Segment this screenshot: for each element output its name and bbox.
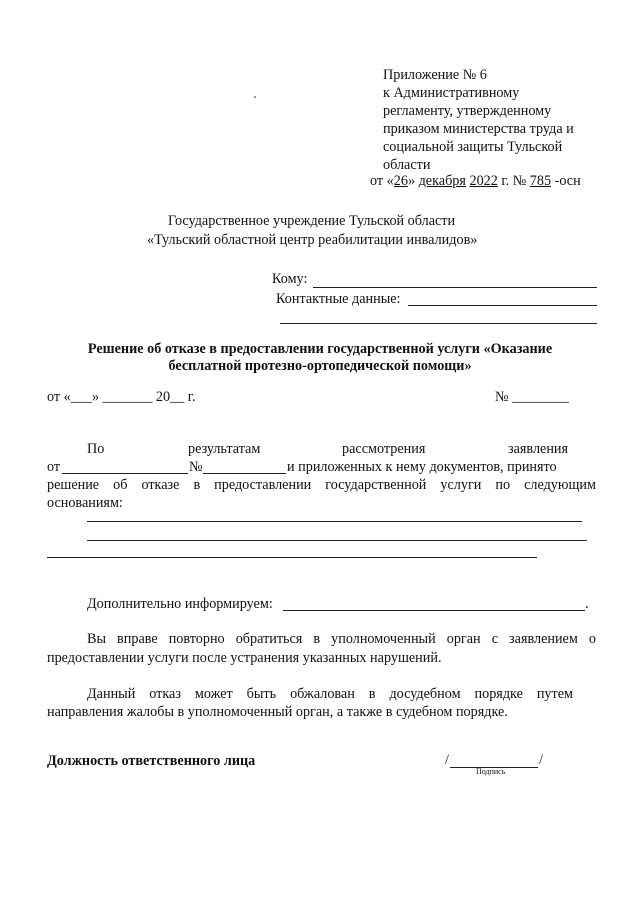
scan-speck — [254, 96, 256, 98]
org-name-line1: Государственное учреждение Тульской области — [168, 213, 456, 229]
extra-info-end: . — [585, 596, 589, 612]
date-prefix: от « — [370, 173, 394, 189]
application-number-field[interactable] — [203, 473, 286, 474]
p2-line2: предоставлении услуги после устранения указанных нарушений. — [47, 650, 442, 666]
p1-word: рассмотрения — [342, 441, 426, 457]
appendix-line: регламенту, утвержденному — [383, 103, 552, 119]
p1-number-label: № — [189, 459, 203, 475]
p1-from-label: от — [47, 459, 61, 475]
decision-title-line1: Решение об отказе в предоставлении государственной услуги «Оказание — [87, 341, 553, 357]
reason-line-1[interactable] — [87, 521, 582, 522]
p2-line1: Вы вправе повторно обратиться в уполномоченный орган с заявлением о — [87, 631, 596, 647]
p3-line2: направления жалобы в уполномоченный орган, а также в судебном порядке. — [47, 704, 508, 720]
date-mid: » — [407, 173, 419, 189]
appendix-order-date — [370, 173, 581, 190]
decision-number: № ________ — [495, 389, 569, 405]
date-month: декабря — [418, 173, 466, 189]
signature-slash-right: / — [539, 752, 543, 768]
signature-slash-left: / — [445, 752, 449, 768]
p1-word: результатам — [188, 441, 261, 457]
official-position-label: Должность ответственного лица — [47, 753, 256, 769]
order-number: 785 — [529, 173, 552, 189]
appendix-line: социальной защиты Тульской — [383, 139, 563, 155]
date-day: 26 — [393, 173, 408, 189]
date-no: г. № — [497, 173, 530, 189]
p1-line3: решение об отказе в предоставлении государственной услуги по следующим — [47, 477, 596, 493]
order-suffix: -осн — [551, 173, 581, 189]
appendix-line: области — [383, 157, 431, 173]
p1-line2-rest: и приложенных к нему документов, принято — [287, 459, 557, 475]
date-year: 2022 — [469, 173, 498, 189]
signature-caption: Подпись — [476, 767, 506, 776]
contacts-label: Контактные данные: — [276, 291, 401, 307]
contacts-field[interactable] — [408, 305, 597, 306]
application-date-field[interactable] — [62, 473, 188, 474]
p3-line1: Данный отказ может быть обжалован в досудебном порядке путем — [87, 686, 573, 702]
recipient-to-field[interactable] — [313, 287, 597, 288]
p1-word: заявления — [508, 441, 569, 457]
org-name-line2: «Тульский областной центр реабилитации инвалидов» — [147, 232, 478, 248]
extra-info-field[interactable] — [283, 610, 585, 611]
reason-line-3[interactable] — [47, 557, 537, 558]
recipient-to-label: Кому: — [272, 271, 308, 287]
contacts-field-extra[interactable] — [280, 323, 597, 324]
decision-date: от «___» _______ 20__ г. — [47, 389, 196, 405]
appendix-line: приказом министерства труда и — [383, 121, 574, 137]
decision-title-line2: бесплатной протезно-ортопедической помощи» — [168, 358, 472, 374]
appendix-line: Приложение № 6 — [383, 67, 487, 83]
reason-line-2[interactable] — [87, 540, 587, 541]
extra-info-label: Дополнительно информируем: — [87, 596, 273, 612]
appendix-line: к Административному — [383, 85, 520, 101]
p1-word: По — [87, 441, 105, 457]
p1-line4: основаниям: — [47, 495, 123, 511]
